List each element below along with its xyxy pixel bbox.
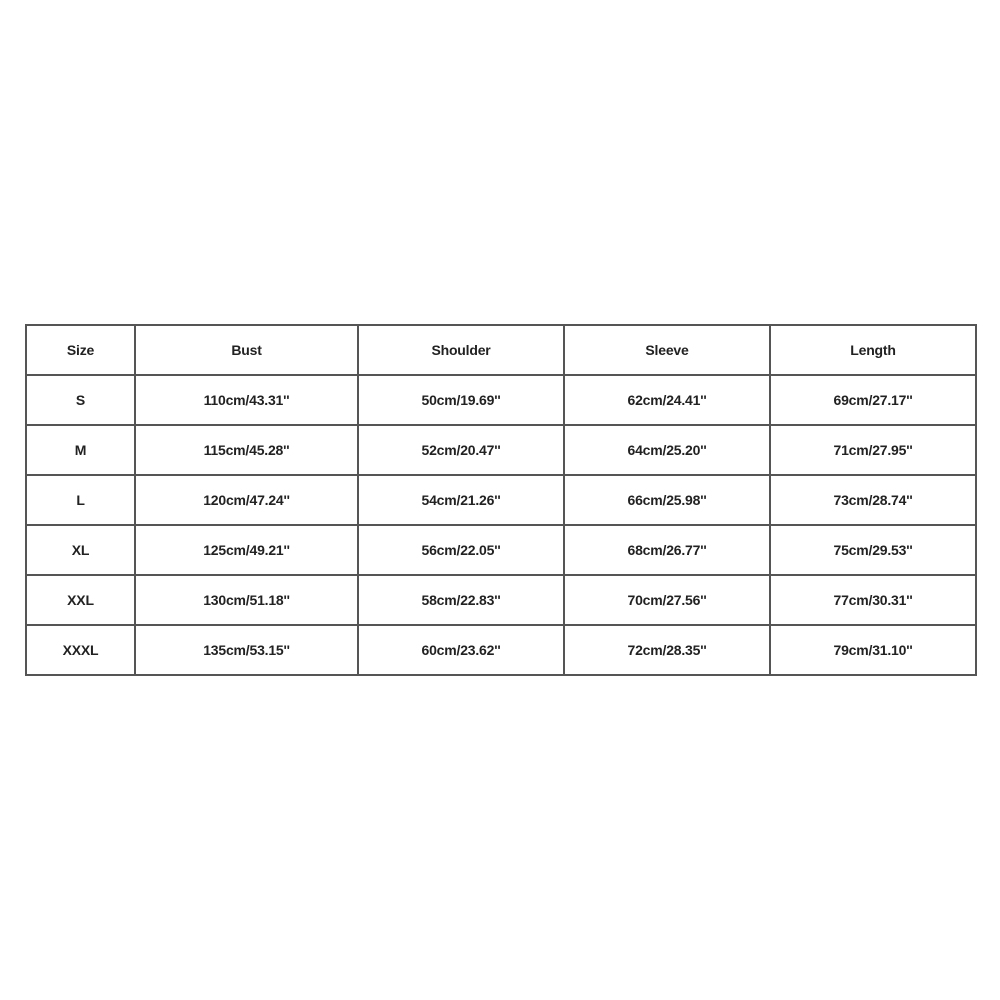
table-row [26, 375, 976, 425]
table-row [26, 525, 976, 575]
header-sleeve: Sleeve [564, 325, 770, 375]
cell-size: M [26, 425, 135, 475]
cell-shoulder: 54cm/21.26'' [358, 475, 564, 525]
table-row [26, 475, 976, 525]
cell-bust: 135cm/53.15'' [135, 625, 358, 675]
cell-bust: 130cm/51.18'' [135, 575, 358, 625]
header-bust: Bust [135, 325, 358, 375]
cell-size: S [26, 375, 135, 425]
cell-shoulder: 58cm/22.83'' [358, 575, 564, 625]
header-size: Size [26, 325, 135, 375]
cell-shoulder: 56cm/22.05'' [358, 525, 564, 575]
cell-bust: 115cm/45.28'' [135, 425, 358, 475]
cell-length: 69cm/27.17'' [770, 375, 976, 425]
cell-shoulder: 52cm/20.47'' [358, 425, 564, 475]
cell-length: 71cm/27.95'' [770, 425, 976, 475]
size-chart-table [25, 324, 977, 676]
table-row [26, 625, 976, 675]
cell-sleeve: 62cm/24.41'' [564, 375, 770, 425]
cell-sleeve: 68cm/26.77'' [564, 525, 770, 575]
cell-shoulder: 60cm/23.62'' [358, 625, 564, 675]
cell-bust: 125cm/49.21'' [135, 525, 358, 575]
cell-size: XXXL [26, 625, 135, 675]
cell-size: XXL [26, 575, 135, 625]
cell-bust: 120cm/47.24'' [135, 475, 358, 525]
cell-size: XL [26, 525, 135, 575]
table-row [26, 575, 976, 625]
cell-sleeve: 64cm/25.20'' [564, 425, 770, 475]
header-row [26, 325, 976, 375]
header-shoulder: Shoulder [358, 325, 564, 375]
cell-sleeve: 72cm/28.35'' [564, 625, 770, 675]
header-length: Length [770, 325, 976, 375]
table-row [26, 425, 976, 475]
cell-bust: 110cm/43.31'' [135, 375, 358, 425]
cell-length: 77cm/30.31'' [770, 575, 976, 625]
cell-shoulder: 50cm/19.69'' [358, 375, 564, 425]
cell-size: L [26, 475, 135, 525]
cell-length: 75cm/29.53'' [770, 525, 976, 575]
cell-sleeve: 70cm/27.56'' [564, 575, 770, 625]
cell-sleeve: 66cm/25.98'' [564, 475, 770, 525]
cell-length: 73cm/28.74'' [770, 475, 976, 525]
cell-length: 79cm/31.10'' [770, 625, 976, 675]
